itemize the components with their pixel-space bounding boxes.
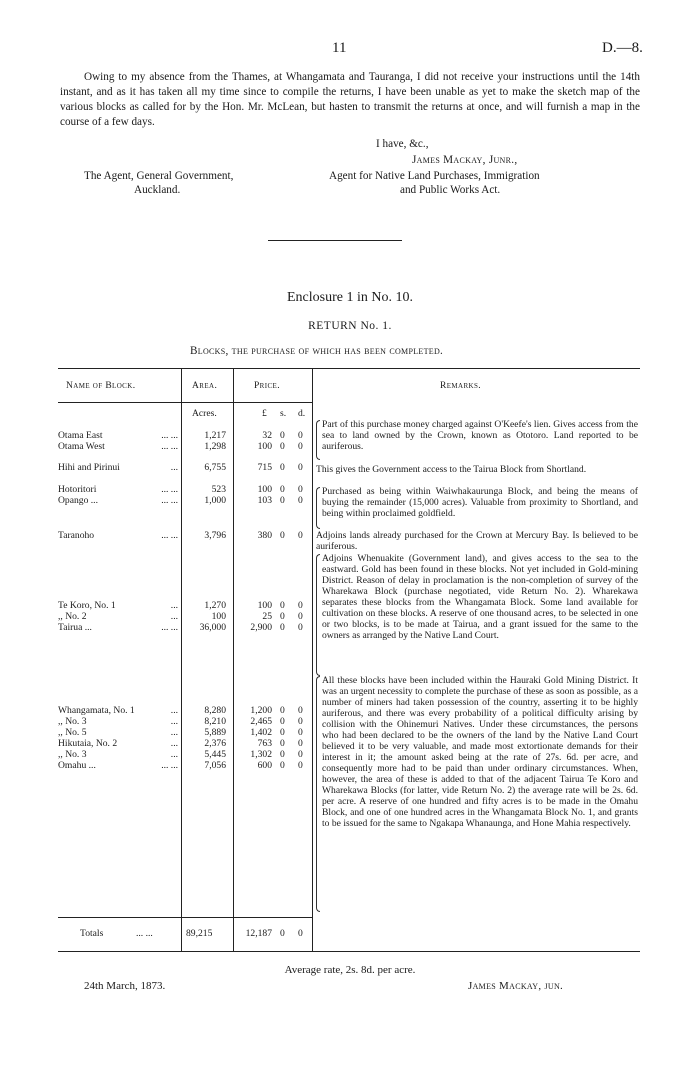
block-area: 36,000 (199, 622, 226, 633)
letter-closing: I have, &c., (376, 138, 429, 150)
price-pence: 0 (298, 622, 303, 633)
price-pence: 0 (298, 727, 303, 738)
price-pounds: 1,200 (250, 705, 272, 716)
header-bottom-rule (58, 402, 312, 403)
price-pence: 0 (298, 430, 303, 441)
price-pounds: 715 (257, 462, 272, 473)
table-bottom-rule (58, 951, 640, 952)
price-shillings: 0 (280, 738, 285, 749)
signatory-title-1: Agent for Native Land Purchases, Immigration (329, 170, 540, 182)
col-divider-2 (233, 368, 234, 952)
page-number: 11 (332, 40, 347, 56)
remark-1: Part of this purchase money charged against O'Keefe's lien. Gives access from the sea to land owned by the Crown, known as Ototoro. Land reported to be auriferous. (322, 419, 638, 452)
price-pounds: 25 (262, 611, 272, 622)
block-name: ,, No. 3 (58, 716, 87, 727)
leader-dots: ... ... (161, 484, 178, 495)
price-shillings: 0 (280, 600, 285, 611)
totals-label: Totals (80, 928, 104, 939)
price-shillings: 0 (280, 760, 285, 771)
remark-brace (316, 676, 320, 912)
section-divider (268, 240, 402, 241)
price-pence: 0 (298, 495, 303, 506)
leader-dots: ... (170, 727, 178, 738)
totals-area: 89,215 (186, 928, 213, 939)
block-area: 8,280 (204, 705, 226, 716)
price-pounds: 600 (257, 760, 272, 771)
price-pence: 0 (298, 611, 303, 622)
block-area: 1,298 (204, 441, 226, 452)
leader-dots: ... (170, 462, 178, 473)
enclosure-title: Enclosure 1 in No. 10. (287, 290, 413, 305)
price-pounds: 2,900 (250, 622, 272, 633)
price-pounds: 100 (257, 441, 272, 452)
price-pounds: 380 (257, 530, 272, 541)
leader-dots: ... (170, 705, 178, 716)
addressee-line-1: The Agent, General Government, (84, 170, 234, 182)
block-name: Hihi and Pirinui (58, 462, 120, 473)
price-shillings: 0 (280, 611, 285, 622)
block-name: Whangamata, No. 1 (58, 705, 135, 716)
block-area: 5,445 (204, 749, 226, 760)
block-area: 1,270 (204, 600, 226, 611)
totals-pence: 0 (298, 928, 303, 939)
block-area: 1,217 (204, 430, 226, 441)
price-shillings: 0 (280, 495, 285, 506)
price-shillings: 0 (280, 749, 285, 760)
price-shillings: 0 (280, 716, 285, 727)
header-name: Name of Block. (66, 381, 136, 391)
leader-dots: ... ... (161, 441, 178, 452)
remark-brace (316, 487, 320, 529)
return-date: 24th March, 1873. (84, 980, 166, 992)
remark-4: Adjoins lands already purchased for the Crown at Mercury Bay. Is believed to be auriferous. (316, 530, 638, 552)
price-pence: 0 (298, 441, 303, 452)
unit-pence: d. (298, 408, 306, 419)
price-pounds: 1,302 (250, 749, 272, 760)
block-name: ,, No. 2 (58, 611, 87, 622)
price-shillings: 0 (280, 530, 285, 541)
letter-paragraph: Owing to my absence from the Thames, at Whangamata and Tauranga, I did not receive your instructions until the 14th instant, and as it has taken all my time since to compile the returns, I have been unable as yet to make the sketch map of the various blocks as called for by the Hon. Mr. McLean, but hasten to transmit the returns at once, and will furnish a map in the course of a few days. (60, 71, 640, 128)
block-name: Taranoho (58, 530, 95, 541)
return-title: RETURN No. 1. (308, 320, 392, 332)
block-name: Tairua ... (58, 622, 92, 633)
price-pounds: 103 (257, 495, 272, 506)
totals-top-rule (58, 917, 312, 918)
leader-dots: ... (170, 738, 178, 749)
col-divider-1 (181, 368, 182, 952)
block-area: 100 (211, 611, 226, 622)
price-shillings: 0 (280, 622, 285, 633)
remark-6: All these blocks have been included within the Hauraki Gold Mining District. It was an urgent necessity to complete the purchase of these as soon as possible, as a number of miners had taken possession of the country, asserting it to be highly auriferous, and there was every probability of a political difficulty arising by collision with the Ohinemuri Natives. Under these circumstances, the persons who had been declared to be the owners of the land by the Native Land Court believed it to be very valuable, and made most extortionate demands for their interest in it; the amount asked being at the rate of 27s. 6d. per acre, and consequently more had to be paid than under ordinary circumstances. When, however, the area of these is added to that of the adjacent Tairua Te Koro and Wharekawa Blocks (for latter, vide Return No. 2) the average rate will be 2s. 6d. per acre. A reserve of one hundred and fifty acres is to be made in the Omahu Block, and one of one hundred acres in the Whangamata Block No. 1, and grants to be issued for the same to Ngakapa Whanaunga, and Hone Mahia respectively. (322, 675, 638, 829)
unit-shillings: s. (280, 408, 287, 419)
remark-5: Adjoins Whenuakite (Government land), and gives access to the sea to the eastward. Gold has been found in these blocks. Not yet included in Gold-mining District. Reason of delay in proclamation is the non-completion of survey of the Wharekawa Block (purchase negotiated, vide Return No. 2). Wharekawa separates these blocks from the Whangamata Block. Some land available for cultivation on these blocks. A reserve of one thousand acres, to be selected in one or two blocks, is to be made at Tairua, and a grant issued for the same to the owners as arranged by the Native Land Court. (322, 553, 638, 641)
letter-signatory: James Mackay, Junr., (412, 154, 518, 166)
price-shillings: 0 (280, 705, 285, 716)
block-name: Omahu ... (58, 760, 96, 771)
block-name: Hikutaia, No. 2 (58, 738, 118, 749)
totals-shillings: 0 (280, 928, 285, 939)
return-subtitle-text: Blocks, the purchase of which has been completed. (190, 345, 444, 357)
remark-3: Purchased as being within Waiwhakaurunga Block, and being the means of buying the remainder (15,000 acres). Valuable from proximity to Shortland, and being within proclaimed goldfield. (322, 486, 638, 519)
block-area: 7,056 (204, 760, 226, 771)
price-pounds: 32 (262, 430, 272, 441)
leader-dots: ... (170, 749, 178, 760)
price-pence: 0 (298, 716, 303, 727)
unit-acres: Acres. (192, 408, 217, 419)
totals-pounds: 12,187 (245, 928, 272, 939)
price-shillings: 0 (280, 462, 285, 473)
leader-dots: ... (170, 716, 178, 727)
header-price: Price. (254, 381, 281, 391)
price-pounds: 100 (257, 600, 272, 611)
price-pence: 0 (298, 760, 303, 771)
block-area: 5,889 (204, 727, 226, 738)
remark-2: This gives the Government access to the Tairua Block from Shortland. (316, 464, 587, 475)
totals-dots: ... ... (136, 928, 153, 939)
price-pence: 0 (298, 484, 303, 495)
return-signature: James Mackay, jun. (468, 980, 564, 992)
average-rate: Average rate, 2s. 8d. per acre. (284, 964, 416, 976)
block-area: 1,000 (204, 495, 226, 506)
block-name: Opango ... (58, 495, 98, 506)
leader-dots: ... ... (161, 622, 178, 633)
remark-brace (316, 554, 320, 676)
blocks-table (58, 368, 640, 952)
addressee-line-2: Auckland. (134, 184, 181, 196)
price-pence: 0 (298, 749, 303, 760)
price-pence: 0 (298, 738, 303, 749)
block-name: ,, No. 3 (58, 749, 87, 760)
block-name: Otama East (58, 430, 103, 441)
leader-dots: ... ... (161, 530, 178, 541)
price-pounds: 100 (257, 484, 272, 495)
block-area: 8,210 (204, 716, 226, 727)
header-area: Area. (192, 381, 218, 391)
document-code: D.—8. (602, 40, 643, 56)
price-pounds: 1,402 (250, 727, 272, 738)
price-pence: 0 (298, 705, 303, 716)
price-pence: 0 (298, 600, 303, 611)
leader-dots: ... (170, 611, 178, 622)
block-area: 6,755 (204, 462, 226, 473)
unit-pounds: £ (262, 408, 267, 419)
price-shillings: 0 (280, 727, 285, 738)
leader-dots: ... ... (161, 760, 178, 771)
price-shillings: 0 (280, 484, 285, 495)
col-divider-3 (312, 368, 313, 952)
block-name: ,, No. 5 (58, 727, 87, 738)
block-name: Hotoritori (58, 484, 97, 495)
price-pence: 0 (298, 530, 303, 541)
price-pence: 0 (298, 462, 303, 473)
block-area: 3,796 (204, 530, 226, 541)
price-shillings: 0 (280, 430, 285, 441)
price-pounds: 2,465 (250, 716, 272, 727)
price-shillings: 0 (280, 441, 285, 452)
table-top-rule (58, 368, 640, 369)
block-name: Otama West (58, 441, 105, 452)
return-subtitle (190, 345, 443, 357)
header-remarks: Remarks. (440, 381, 482, 391)
signatory-title-2: and Public Works Act. (400, 184, 501, 196)
leader-dots: ... ... (161, 495, 178, 506)
remark-brace (316, 420, 320, 460)
leader-dots: ... (170, 600, 178, 611)
price-pounds: 763 (257, 738, 272, 749)
block-name: Te Koro, No. 1 (58, 600, 116, 611)
leader-dots: ... ... (161, 430, 178, 441)
block-area: 523 (211, 484, 226, 495)
block-area: 2,376 (204, 738, 226, 749)
